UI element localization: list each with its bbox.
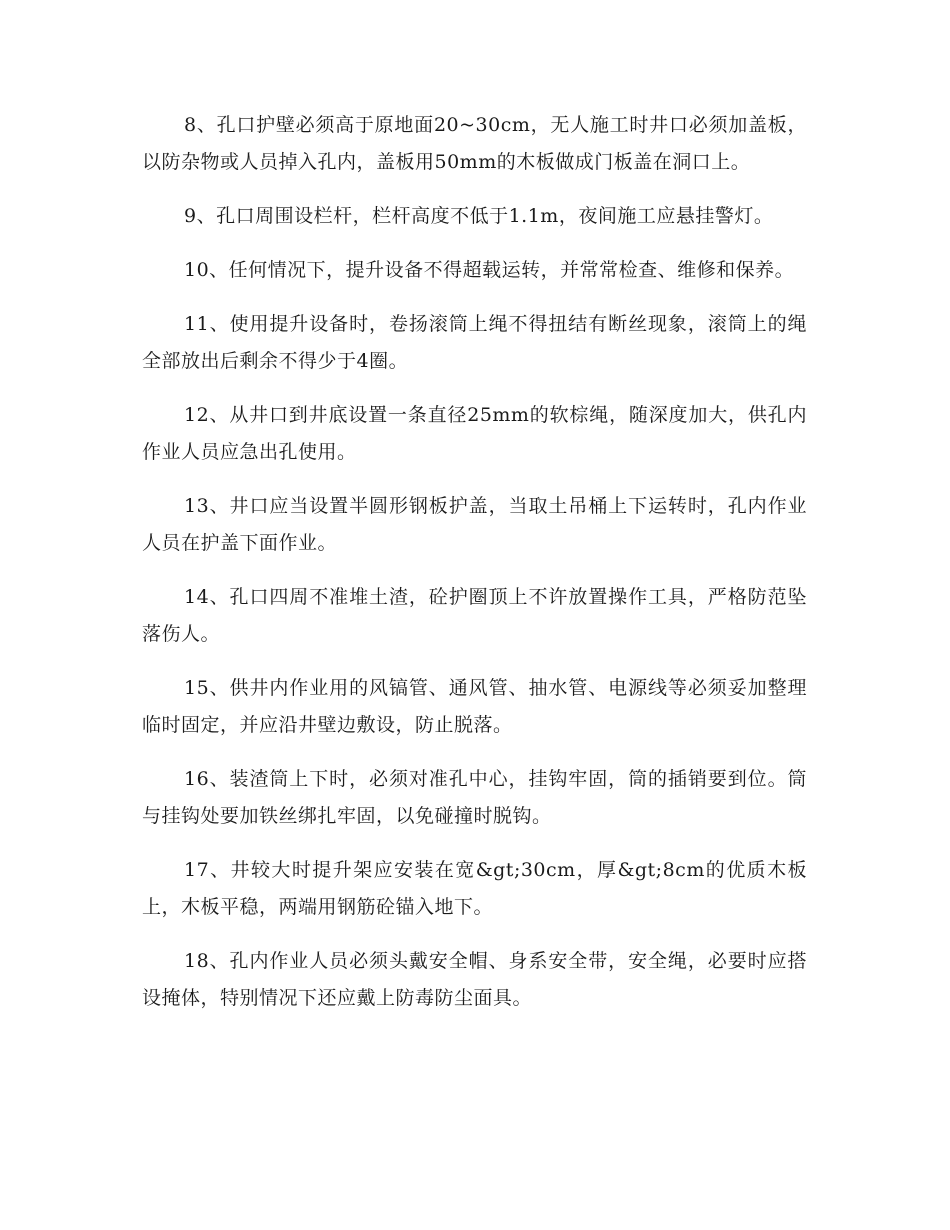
paragraph-item-9: 9、孔口周围设栏杆，栏杆高度不低于1.1m，夜间施工应悬挂警灯。 bbox=[184, 205, 774, 227]
paragraph-item-18: 18、孔内作业人员必须头戴安全帽、身系安全带，安全绳，必要时应搭设掩体，特别情况下还应戴上防毒防尘面具。 bbox=[142, 950, 807, 1009]
paragraph-item-8: 8、孔口护壁必须高于原地面20~30cm，无人施工时井口必须加盖板，以防杂物或人员掉入孔内，盖板用50mm的木板做成门板盖在洞口上。 bbox=[142, 114, 807, 173]
paragraph-item-17: 17、井较大时提升架应安装在宽&gt;30cm，厚&gt;8cm的优质木板上，木板平稳，两端用钢筋砼锚入地下。 bbox=[142, 859, 807, 918]
paragraph-item-11: 11、使用提升设备时，卷扬滚筒上绳不得扭结有断丝现象，滚筒上的绳全部放出后剩余不得少于4圈。 bbox=[142, 313, 807, 372]
paragraph-item-14: 14、孔口四周不准堆土渣，砼护圈顶上不许放置操作工具，严格防范坠落伤人。 bbox=[142, 586, 807, 645]
paragraph-item-16: 16、装渣筒上下时，必须对准孔中心，挂钩牢固，筒的插销要到位。筒与挂钩处要加铁丝绑扎牢固，以免碰撞时脱钩。 bbox=[142, 768, 807, 827]
paragraph-item-15: 15、供井内作业用的风镐管、通风管、抽水管、电源线等必须妥加整理临时固定，并应沿井壁边敷设，防止脱落。 bbox=[142, 677, 807, 736]
document-body bbox=[142, 107, 807, 1034]
paragraph-item-13: 13、井口应当设置半圆形钢板护盖，当取土吊桶上下运转时，孔内作业人员在护盖下面作业。 bbox=[142, 495, 807, 554]
paragraph-item-10: 10、任何情况下，提升设备不得超载运转，并常常检查、维修和保养。 bbox=[184, 259, 795, 281]
paragraph-item-12: 12、从井口到井底设置一条直径25mm的软棕绳，随深度加大，供孔内作业人员应急出孔使用。 bbox=[142, 404, 807, 463]
